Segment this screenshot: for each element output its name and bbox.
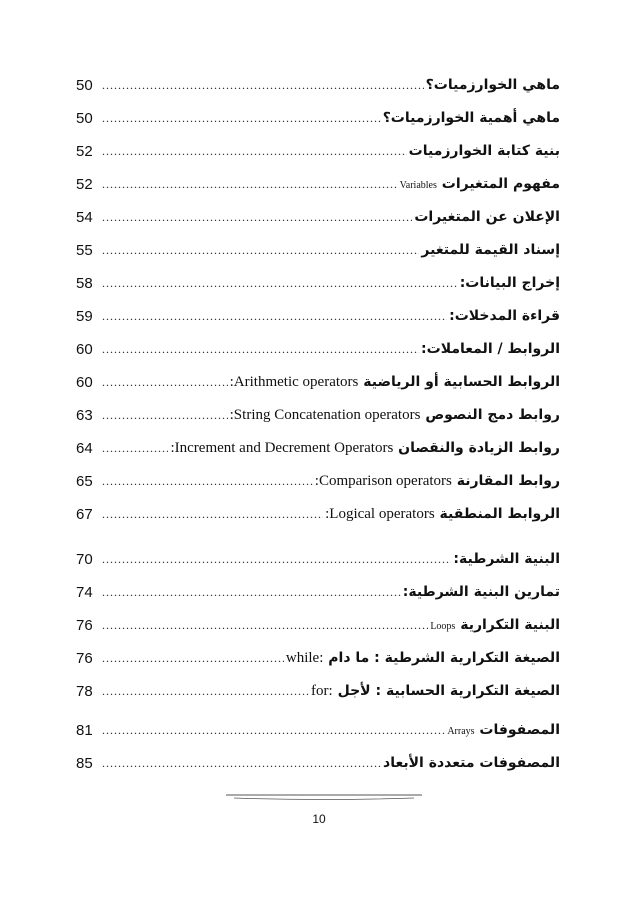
- toc-entry[interactable]: [76, 579, 560, 605]
- toc-title: [230, 374, 560, 391]
- toc-page-number: 85: [76, 754, 93, 772]
- toc-title-arabic: البنية الشرطية:: [453, 551, 560, 567]
- toc-title: [460, 275, 560, 291]
- toc-title-arabic: المصفوفات متعددة الأبعاد: [383, 755, 560, 771]
- toc-title-arabic: روابط الزيادة والنقصان: [398, 439, 560, 456]
- toc-title-arabic: الصيغة التكرارية الحسابية : لأجل: [337, 682, 560, 699]
- dot-leader: [102, 618, 428, 633]
- toc-page-number: 52: [76, 142, 93, 160]
- toc-title-arabic: المصفوفات: [479, 722, 560, 738]
- toc-entry[interactable]: [76, 435, 560, 461]
- toc-title-latin: Variables: [399, 180, 437, 191]
- toc-title-latin: for:: [311, 682, 333, 699]
- toc-page-number: 50: [76, 76, 93, 94]
- dot-leader: [102, 309, 447, 324]
- toc-entry[interactable]: [76, 501, 560, 527]
- toc-title-latin: :Comparison operators: [314, 472, 452, 489]
- toc-title-latin: :String Concatenation operators: [229, 406, 421, 423]
- dot-leader: [102, 111, 381, 126]
- dot-leader: [102, 684, 309, 699]
- toc-entry[interactable]: [76, 204, 560, 230]
- dot-leader: [102, 375, 228, 390]
- toc-title: [426, 77, 560, 93]
- toc-entry[interactable]: [76, 336, 560, 362]
- dot-leader: [102, 276, 458, 291]
- toc-title-arabic: الروابط الحسابية أو الرياضية: [363, 373, 560, 390]
- toc-page-number: 76: [76, 616, 93, 634]
- toc-entry[interactable]: [76, 717, 560, 743]
- toc-entry[interactable]: [76, 645, 560, 671]
- dot-leader: [102, 177, 398, 192]
- toc-title-latin: Loops: [430, 621, 456, 632]
- toc-title-arabic: الروابط / المعاملات:: [421, 341, 560, 357]
- toc-title: [170, 440, 560, 457]
- toc-title-arabic: تمارين البنية الشرطية:: [402, 584, 560, 600]
- dot-leader: [102, 507, 323, 522]
- dot-leader: [102, 474, 313, 489]
- footer-ornament: [226, 792, 422, 802]
- toc-title: [453, 551, 560, 567]
- toc-title-latin: while:: [285, 649, 324, 666]
- toc-entry[interactable]: [76, 546, 560, 572]
- toc-page-number: 54: [76, 208, 93, 226]
- toc-title-arabic: بنية كتابة الخوارزميات: [408, 143, 560, 159]
- toc-title-arabic: ماهي أهمية الخوارزميات؟: [382, 110, 560, 126]
- dot-leader: [102, 408, 228, 423]
- toc-page-number: 76: [76, 649, 93, 667]
- toc-title-arabic: الصيغة التكرارية الشرطية : ما دام: [328, 649, 560, 666]
- page-number: 10: [312, 812, 326, 826]
- toc-page-number: 50: [76, 109, 93, 127]
- toc-title: [430, 617, 560, 633]
- toc-page-number: 63: [76, 406, 93, 424]
- toc-title: [447, 722, 560, 738]
- toc-title: [325, 506, 560, 523]
- toc-title: [414, 209, 560, 225]
- toc-title-latin: Arrays: [447, 726, 475, 737]
- toc-page-number: 64: [76, 439, 93, 457]
- toc-title-arabic: الإعلان عن المتغيرات: [414, 209, 560, 225]
- toc-page-number: 55: [76, 241, 93, 259]
- toc-title-arabic: روابط دمج النصوص: [425, 406, 560, 423]
- toc-title-arabic: البنية التكرارية: [460, 617, 560, 633]
- toc-page-number: 70: [76, 550, 93, 568]
- toc-title: [383, 110, 560, 126]
- toc-entry[interactable]: [76, 270, 560, 296]
- toc-title-latin: :Logical operators: [325, 505, 435, 522]
- toc-page-number: 67: [76, 505, 93, 523]
- toc-entry[interactable]: [76, 138, 560, 164]
- toc-title-latin: :Arithmetic operators: [229, 373, 359, 390]
- toc-page-number: 81: [76, 721, 93, 739]
- toc-title: [400, 176, 560, 192]
- toc-title-arabic: مفهوم المتغيرات: [441, 176, 560, 192]
- toc-page-number: 59: [76, 307, 93, 325]
- toc-title: [409, 143, 560, 159]
- toc-page-number: 65: [76, 472, 93, 490]
- dot-leader: [102, 342, 419, 357]
- toc-title: [311, 683, 560, 700]
- toc-entry[interactable]: [76, 678, 560, 704]
- toc-entry[interactable]: [76, 750, 560, 776]
- toc-entry[interactable]: [76, 105, 560, 131]
- toc-title: [286, 650, 560, 667]
- toc-title-arabic: روابط المقارنة: [456, 472, 560, 489]
- toc-entry[interactable]: [76, 72, 560, 98]
- toc-entry[interactable]: [76, 402, 560, 428]
- toc-entry[interactable]: [76, 369, 560, 395]
- dot-leader: [102, 441, 168, 456]
- toc-page-number: 60: [76, 373, 93, 391]
- toc-title: [421, 242, 560, 258]
- dot-leader: [102, 723, 445, 738]
- toc-page-number: 78: [76, 682, 93, 700]
- toc-title-arabic: إسناد القيمة للمتغير: [421, 242, 560, 258]
- toc-title: [383, 755, 560, 771]
- toc-entry[interactable]: [76, 237, 560, 263]
- toc-title-arabic: الروابط المنطقية: [439, 505, 560, 522]
- dot-leader: [102, 78, 424, 93]
- dot-leader: [102, 243, 419, 258]
- dot-leader: [102, 552, 451, 567]
- toc-page-number: 52: [76, 175, 93, 193]
- toc-entry[interactable]: [76, 612, 560, 638]
- dot-leader: [102, 756, 381, 771]
- dot-leader: [102, 210, 412, 225]
- toc-title-arabic: إخراج البيانات:: [459, 275, 560, 291]
- toc-title-arabic: ماهي الخوارزميات؟: [425, 77, 560, 93]
- toc-entry[interactable]: [76, 468, 560, 494]
- toc-title: [230, 407, 560, 424]
- dot-leader: [102, 144, 407, 159]
- toc-title-latin: :Increment and Decrement Operators: [170, 439, 394, 456]
- toc-title: [315, 473, 560, 490]
- toc-entry[interactable]: [76, 171, 560, 197]
- toc-page-number: 58: [76, 274, 93, 292]
- toc-entry[interactable]: [76, 303, 560, 329]
- toc-title: [403, 584, 560, 600]
- toc-title: [421, 341, 560, 357]
- dot-leader: [102, 585, 401, 600]
- toc-page-number: 74: [76, 583, 93, 601]
- toc-title: [449, 308, 560, 324]
- dot-leader: [102, 651, 284, 666]
- toc-title-arabic: قراءة المدخلات:: [449, 308, 560, 324]
- toc-page-number: 60: [76, 340, 93, 358]
